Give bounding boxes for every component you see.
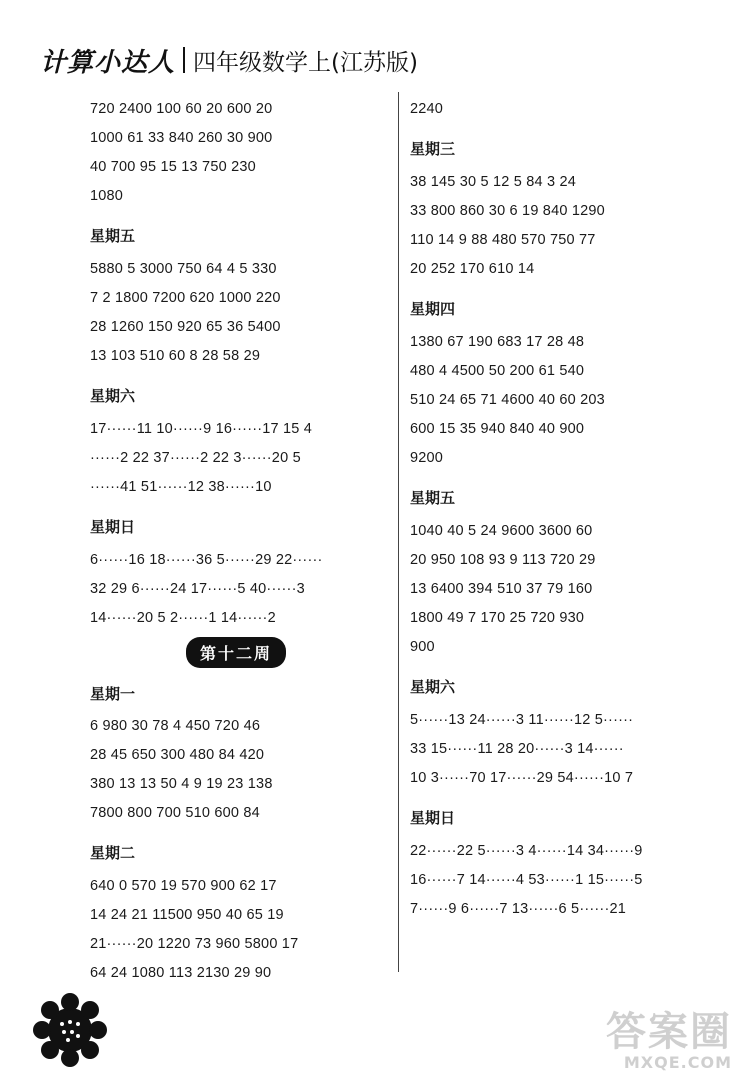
- answer-line: 1040 40 5 24 9600 3600 60: [410, 523, 593, 539]
- answer-line: 510 24 65 71 4600 40 60 203: [410, 392, 605, 408]
- answer-line: 10 3······70 17······29 54······10 7: [410, 770, 634, 786]
- answer-line: 380 13 13 50 4 9 19 23 138: [90, 776, 273, 792]
- watermark-logo: 答案圈: [606, 1009, 732, 1055]
- answer-line: 20 252 170 610 14: [410, 261, 535, 277]
- day-heading-saturday: 星期六: [90, 387, 136, 405]
- answer-line: 13 103 510 60 8 28 58 29: [90, 348, 261, 364]
- answer-line: 28 45 650 300 480 84 420: [90, 747, 265, 763]
- answer-line: 1800 49 7 170 25 720 930: [410, 610, 585, 626]
- header-divider: [183, 47, 185, 73]
- answer-line: 21······20 1220 73 960 5800 17: [90, 936, 299, 952]
- page-header: [40, 42, 418, 78]
- answer-line: 28 1260 150 920 65 36 5400: [90, 319, 281, 335]
- answer-line: 640 0 570 19 570 900 62 17: [90, 878, 277, 894]
- day-heading-monday: 星期一: [90, 685, 136, 703]
- answer-line: 9200: [410, 450, 444, 466]
- answer-line: 33 15······11 28 20······3 14······: [410, 741, 624, 757]
- answer-line: 7······9 6······7 13······6 5······21: [410, 901, 627, 917]
- left-column: [90, 95, 390, 988]
- answer-line: 14······20 5 2······1 14······2: [90, 610, 276, 626]
- answer-line: 1080: [90, 188, 124, 204]
- flower-decoration-icon: [30, 990, 110, 1070]
- day-heading-sunday: 星期日: [90, 518, 136, 536]
- day-heading-tuesday: 星期二: [90, 844, 136, 862]
- answer-line: 2240: [410, 101, 444, 117]
- day-heading-wednesday: 星期三: [410, 140, 456, 158]
- answer-line: 16······7 14······4 53······1 15······5: [410, 872, 643, 888]
- answer-line: 6 980 30 78 4 450 720 46: [90, 718, 261, 734]
- right-column: [410, 95, 730, 924]
- answer-line: 38 145 30 5 12 5 84 3 24: [410, 174, 577, 190]
- answer-line: 22······22 5······3 4······14 34······9: [410, 843, 643, 859]
- answer-line: 20 950 108 93 9 113 720 29: [410, 552, 596, 568]
- day-heading-thursday: 星期四: [410, 300, 456, 318]
- answer-line: 7 2 1800 7200 620 1000 220: [90, 290, 281, 306]
- day-heading-saturday: 星期六: [410, 678, 456, 696]
- book-title: 四年级数学上(江苏版): [193, 49, 418, 76]
- answer-line: ······41 51······12 38······10: [90, 479, 272, 495]
- answer-line: 64 24 1080 113 2130 29 90: [90, 965, 272, 981]
- answer-line: 40 700 95 15 13 750 230: [90, 159, 256, 175]
- answer-line: 6······16 18······36 5······29 22······: [90, 552, 323, 568]
- day-heading-sunday: 星期日: [410, 809, 456, 827]
- answer-line: 5880 5 3000 750 64 4 5 330: [90, 261, 277, 277]
- answer-line: 5······13 24······3 11······12 5······: [410, 712, 634, 728]
- watermark: [606, 1000, 732, 1072]
- answer-line: 17······11 10······9 16······17 15 4: [90, 421, 313, 437]
- answer-line: 14 24 21 11500 950 40 65 19: [90, 907, 284, 923]
- answer-line: 480 4 4500 50 200 61 540: [410, 363, 585, 379]
- answer-line: 1380 67 190 683 17 28 48: [410, 334, 585, 350]
- answer-line: 600 15 35 940 840 40 900: [410, 421, 585, 437]
- day-heading-friday: 星期五: [410, 489, 456, 507]
- answer-line: 13 6400 394 510 37 79 160: [410, 581, 593, 597]
- answer-line: 32 29 6······24 17······5 40······3: [90, 581, 305, 597]
- answer-line: 1000 61 33 840 260 30 900: [90, 130, 273, 146]
- watermark-url: MXQE.COM: [623, 1053, 732, 1072]
- answer-line: 720 2400 100 60 20 600 20: [90, 101, 273, 117]
- day-heading-friday: 星期五: [90, 227, 136, 245]
- series-logo: 计算小达人: [40, 47, 176, 78]
- answer-line: 110 14 9 88 480 570 750 77: [410, 232, 596, 248]
- answer-line: ······2 22 37······2 22 3······20 5: [90, 450, 301, 466]
- answer-line: 33 800 860 30 6 19 840 1290: [410, 203, 605, 219]
- column-divider: [398, 92, 399, 972]
- answer-line: 900: [410, 639, 435, 655]
- answer-line: 7800 800 700 510 600 84: [90, 805, 260, 821]
- week-badge: 第十二周: [186, 637, 286, 668]
